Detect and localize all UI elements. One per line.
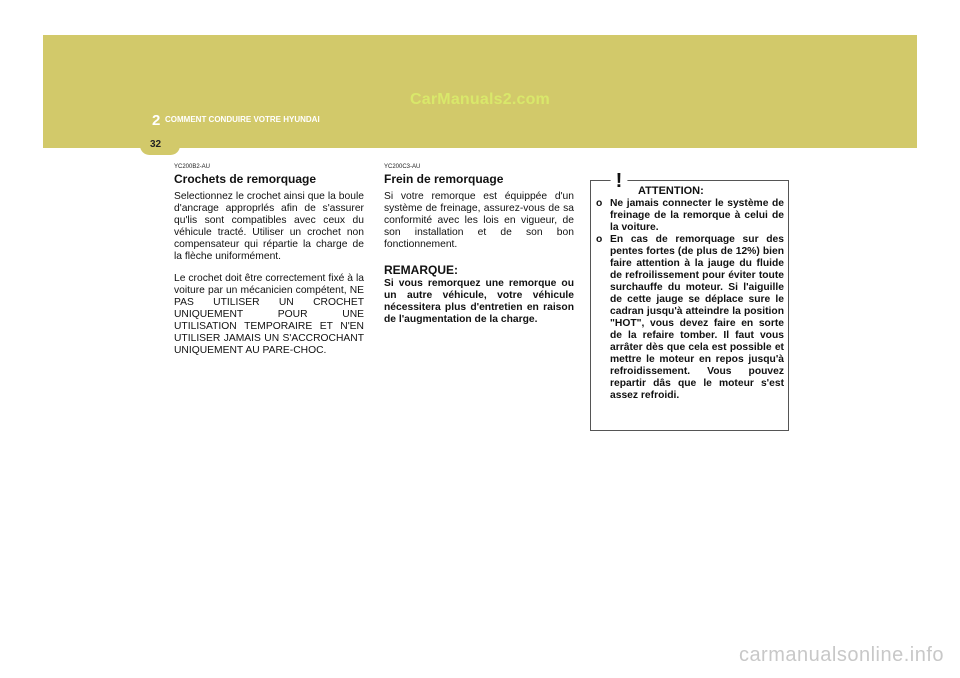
section-title: Crochets de remorquage xyxy=(174,172,317,186)
section-code: YC200B2-AU xyxy=(174,164,211,170)
warning-item xyxy=(596,198,784,234)
warning-title: ATTENTION: xyxy=(638,185,704,197)
watermark-bottom: carmanualsonline.info xyxy=(738,644,944,666)
paragraph: Le crochet doit être correctement fixé à la voiture par un mécanicien compétent, NE PAS UTILISER UN CROCHET UNIQUEMENT POUR UNE UTILISATION TEMPORAIRE ET N'EN UTILISER JAMAIS UN S'ACCROCHANT UNIQUEMENT AU PARE-CHOC. xyxy=(174,273,364,356)
section-trailer-brake xyxy=(384,164,574,326)
paragraph: Si votre remorque est équippée d'un système de freinage, assurez-vous de sa conformité avec les lois en vigueur, de son installation et de son bon fonctionnement. xyxy=(384,191,574,250)
note-text: Si vous remorquez une remorque ou un autre véhicule, votre véhicule nécessitera plus d'entretien en raison de l'augmentation de la charge. xyxy=(384,278,574,325)
chapter-number: 2 xyxy=(152,112,161,129)
bullet-marker: o xyxy=(596,234,603,245)
note-title: REMARQUE: xyxy=(384,263,458,277)
chapter-title: COMMENT CONDUIRE VOTRE HYUNDAI xyxy=(165,115,320,124)
warning-item-text: En cas de remorquage sur des pentes fortes (de plus de 12%) bien faire attention à la jauge du fluide de refroilissement pour éviter toute surchauffe du moteur. Si l'aiguille de cette jauge se déplace sure le cadran jusqu'à atteindre la position "HOT", vous devez faire en sorte de la refaire tomber. Il faut vous arrâter dès que cela est possible et mettre le moteur en repos jusqu'à refroidissement. Vous pouvez repartir dâs que le moteur s'est assez refroidi. xyxy=(610,234,784,401)
section-tow-hitch xyxy=(174,164,364,367)
svg-text:!: ! xyxy=(615,170,623,192)
warning-list xyxy=(596,198,784,402)
page-number: 32 xyxy=(150,139,162,150)
warning-item-text: Ne jamais connecter le système de freinage de la remorque à celui de la voiture. xyxy=(610,198,784,233)
warning-triangle-icon xyxy=(604,164,634,192)
watermark-top[interactable]: CarManuals2.com xyxy=(410,91,550,108)
section-title: Frein de remorquage xyxy=(384,172,504,186)
section-code: YC200C3-AU xyxy=(384,164,421,170)
bullet-marker: o xyxy=(596,198,603,209)
paragraph: Selectionnez le crochet ainsi que la boule d'ancrage approprlés afin de s'assurer qu'lis sont compatibles avec ceux du véhicule tracté. Utiliser un crochet non compensateur qui répartie la charge de la flèche uniformément. xyxy=(174,191,364,262)
warning-item xyxy=(596,234,784,402)
